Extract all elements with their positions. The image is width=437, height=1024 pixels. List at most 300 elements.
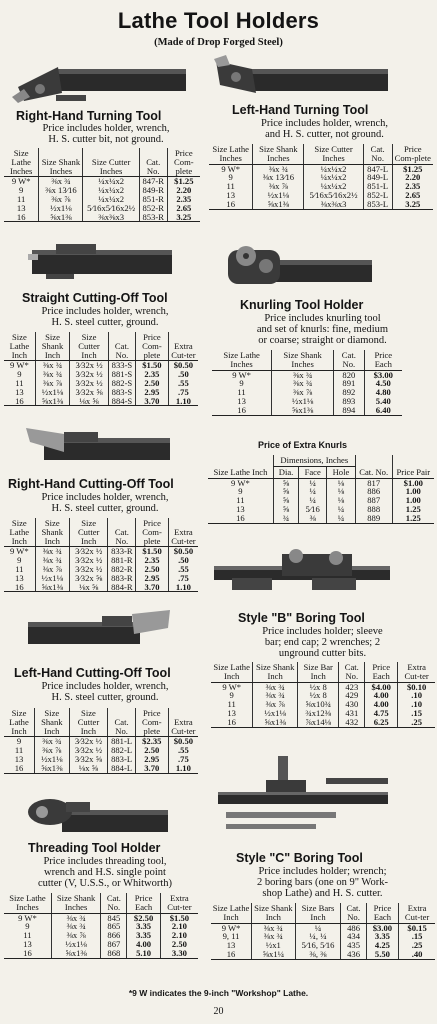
col-header: Price Each: [366, 903, 399, 923]
cell: .10: [398, 691, 435, 700]
desc-line: Price includes holder; wrench;: [258, 866, 387, 877]
cell: ¼x¼x2: [304, 164, 363, 173]
cell: 3⁄32x ½: [69, 547, 108, 556]
desc-line: 2 boring bars (one on 9" Work-: [257, 877, 388, 888]
cell: 851-L: [363, 182, 392, 191]
cell: 3⁄32x ⅝: [69, 755, 108, 764]
table-row: [211, 950, 435, 959]
cell: 882-S: [108, 379, 135, 388]
cell: 11: [23, 930, 32, 941]
cell: 16: [212, 406, 272, 415]
cell: 429: [339, 691, 365, 700]
cell: 2.50: [160, 940, 198, 949]
cell: 5.10: [127, 949, 160, 958]
cell: 13: [226, 189, 235, 200]
cell: 865: [101, 922, 127, 931]
cell: 852-L: [363, 191, 392, 200]
cell: 2.35: [392, 182, 433, 191]
cell: ¼x¼x2: [304, 182, 363, 191]
col-header: Dimensions, Inches: [273, 455, 355, 466]
cell: 3⁄32x ½: [69, 565, 108, 574]
table-row: [4, 940, 198, 949]
cell: 3.35: [127, 922, 160, 931]
table-row: [209, 200, 433, 209]
cell: $2.35: [135, 737, 168, 746]
cell: ¼, ¼: [295, 932, 341, 941]
cell: 3⁄32x ⅝: [69, 574, 108, 583]
cell: ⅜x ¾: [252, 923, 295, 932]
cell: 9 W*: [231, 477, 250, 488]
cell: 4.80: [364, 388, 402, 397]
cell: ⅝x1⅜: [35, 764, 69, 773]
cell: ⅝: [273, 496, 298, 505]
cell: 6.25: [365, 718, 398, 727]
col-header: Size Lathe Inch: [211, 903, 252, 923]
cell: 9: [16, 736, 22, 747]
knurling-table: [212, 350, 402, 416]
cell: ⅛x ⅝: [69, 764, 108, 773]
cell: 2.20: [167, 186, 200, 195]
page-number: 20: [213, 1006, 224, 1017]
col-header: Size Lathe Inch: [208, 455, 273, 478]
cell: .75: [168, 574, 198, 583]
cell: ⅜x ⅞: [35, 565, 69, 574]
page-title: Lathe Tool Holders: [117, 8, 320, 33]
cell: ⅜x ¾: [253, 164, 304, 173]
col-header: Price Each: [127, 893, 160, 913]
cell: .10: [398, 700, 435, 709]
cell: 430: [339, 700, 365, 709]
cell: ⅜x ¾: [39, 177, 83, 186]
cell: 9, 11: [222, 931, 240, 942]
desc-line: Price includes holder, wrench,: [41, 492, 169, 503]
cell: 11: [227, 699, 236, 710]
cell: 2.95: [136, 388, 169, 397]
desc-line: Price includes holder, wrench,: [41, 681, 169, 692]
col-header: Size Cutter Inches: [83, 148, 139, 177]
cell: 13: [226, 940, 236, 951]
cell: ⅝: [273, 505, 298, 514]
cell: 2.65: [167, 204, 200, 213]
cell: 9: [25, 921, 30, 932]
cell: 3⁄32x ⅝: [70, 388, 109, 397]
extra-knurls-title: Price of Extra Knurls: [258, 440, 348, 450]
desc-line: and set of knurls: fine, medium: [256, 324, 389, 335]
cell: ¼: [299, 496, 327, 505]
cell: ⅜x ¾: [272, 370, 334, 379]
table-row: [4, 755, 198, 764]
right-hand-turning-tool-image: [10, 57, 190, 107]
cell: .25: [399, 941, 435, 950]
col-header: Size Cutter Inches: [304, 144, 363, 164]
cell: 11: [15, 377, 24, 388]
col-header: Cat. No.: [108, 332, 135, 361]
cell: 851-R: [139, 195, 167, 204]
extra-knurls-table: [208, 455, 434, 524]
col-header: Size Lathe Inches: [209, 144, 253, 164]
lh-turning-table: [209, 144, 433, 210]
cell: ⅝x1⅜: [253, 718, 298, 727]
straight-cutoff-title: Straight Cutting-Off Tool: [22, 291, 168, 305]
cell: 882-R: [108, 565, 136, 574]
cell: 868: [101, 949, 127, 958]
cell: 4.75: [365, 709, 398, 718]
col-header: Size Bars Inch: [295, 903, 341, 923]
cell: ¼x¼x2: [83, 177, 139, 186]
cell: ⅞x14⅛: [297, 718, 338, 727]
cell: $1.50: [136, 361, 169, 370]
cell: ⅜x ⅞: [253, 182, 304, 191]
cell: 9: [17, 555, 22, 566]
cell: ⅜x ⅞: [272, 388, 334, 397]
cell: 9 W*: [221, 922, 241, 933]
table-row: [4, 574, 198, 583]
straight-cutoff-table: [4, 332, 198, 406]
cell: 432: [339, 718, 365, 727]
cell: $0.50: [168, 547, 198, 556]
cell: ⅝: [273, 478, 298, 487]
cell: 884-S: [108, 397, 135, 406]
page-subtitle: (Made of Drop Forged Steel): [154, 37, 283, 48]
left-hand-cutoff-tool-image: [22, 608, 172, 658]
col-header: Price Com-plete: [135, 708, 168, 737]
cell: ¼x¼x2: [83, 186, 139, 195]
cell: 16: [4, 583, 35, 592]
cell: 16: [4, 949, 51, 958]
desc-line: bar; end cap; 2 wrenches; 2: [264, 637, 381, 648]
cell: 13: [236, 503, 245, 514]
cell: ⅜x ¾: [253, 691, 298, 700]
cell: 894: [334, 406, 364, 415]
knurling-tool-image: [224, 238, 374, 294]
cell: 3.70: [136, 397, 169, 406]
cell: 884-L: [108, 764, 135, 773]
cell: ¼: [327, 505, 356, 514]
cell: 883-S: [108, 388, 135, 397]
col-header: Size Shank Inch: [35, 518, 69, 547]
col-header: Cat. No.: [108, 708, 135, 737]
table-row: [4, 931, 198, 940]
threading-description: [0, 856, 210, 889]
cell: 3⁄32x ½: [69, 746, 108, 755]
cell: ⅝x1⅜: [35, 583, 69, 592]
cell: 16: [4, 213, 39, 222]
cell: 2.20: [392, 173, 433, 182]
cell: .55: [168, 379, 198, 388]
table-row: [4, 922, 198, 931]
cell: 1.25: [392, 505, 434, 514]
lh-turning-description: [212, 118, 437, 140]
desc-line: wrench and H.S. single point: [44, 867, 166, 878]
table-row: [4, 583, 198, 592]
cell: .75: [168, 755, 198, 764]
cell: 11: [237, 387, 246, 398]
cell: ⅜x ¾: [35, 361, 69, 370]
cell: 13: [23, 938, 32, 949]
col-header: Cat. No.: [101, 893, 127, 913]
desc-line: Price includes holder, wrench,: [261, 118, 388, 129]
cell: 9: [239, 378, 244, 389]
cell: 2.10: [160, 922, 198, 931]
col-header: Price Com-plete: [136, 518, 169, 547]
cell: 892: [334, 388, 364, 397]
cell: ⅜x ¾: [35, 547, 69, 556]
cell: $0.10: [398, 682, 435, 691]
desc-line: Price includes knurling tool: [264, 313, 381, 324]
cell: 1.25: [392, 514, 434, 523]
cell: 435: [341, 941, 366, 950]
cell: $1.50: [160, 913, 198, 922]
straight-cutoff-description: [0, 306, 210, 328]
cell: 11: [226, 181, 235, 192]
cell: 9 W*: [9, 546, 29, 557]
cell: 3⁄32x ½: [70, 379, 109, 388]
cell: ¼: [327, 514, 356, 523]
cell: ¼: [299, 478, 327, 487]
col-header: Extra Cut-ter: [168, 708, 198, 737]
cell: 9: [238, 486, 243, 497]
cell: 833-R: [108, 547, 136, 556]
style-c-boring-table: [211, 903, 435, 960]
cell: 11: [15, 563, 24, 574]
cell: 13: [237, 395, 246, 406]
desc-line: shop Lathe) and H. S. cutter.: [262, 888, 383, 899]
cell: $1.25: [392, 164, 433, 173]
col-header: Cat. No.: [139, 148, 167, 177]
col-header: Size Shank Inch: [35, 332, 69, 361]
desc-line: cutter (V, U.S.S., or Whitworth): [37, 878, 173, 889]
cell: $0.15: [399, 923, 435, 932]
cell: 1.10: [168, 397, 198, 406]
cell: 16: [209, 200, 253, 209]
cell: .15: [398, 709, 435, 718]
col-header: Size Lathe Inches: [4, 148, 39, 177]
cell: ⅝x1⅜: [35, 397, 69, 406]
cell: 9: [229, 690, 234, 701]
cell: $0.50: [168, 361, 198, 370]
cell: 5.40: [364, 397, 402, 406]
cell: .55: [168, 746, 198, 755]
cell: 2.35: [136, 556, 169, 565]
cell: ½x 8: [297, 691, 338, 700]
cell: 884-R: [108, 583, 136, 592]
cell: 849-R: [139, 186, 167, 195]
cell: ⅜x ¾: [35, 556, 69, 565]
cell: 2.65: [392, 191, 433, 200]
cell: 5⁄16x5⁄16x2½: [304, 191, 363, 200]
lh-cutoff-table: [4, 708, 198, 774]
cell: ⅜, ⅜: [295, 950, 341, 959]
cell: ½x 8: [297, 682, 338, 691]
table-row: [4, 213, 200, 222]
cell: 2.50: [135, 746, 168, 755]
desc-line: Price includes holder; sleeve: [262, 626, 383, 637]
cell: ⅜x ¾: [35, 737, 69, 746]
cell: .50: [168, 556, 198, 565]
rh-turning-title: Right-Hand Turning Tool: [16, 109, 162, 123]
cell: 845: [101, 913, 127, 922]
cell: ⅛x ⅝: [69, 583, 108, 592]
rh-turning-table: [4, 148, 200, 222]
col-header: Extra Cut-ter: [398, 662, 435, 682]
table-row: [4, 949, 198, 958]
cell: 883-L: [108, 755, 135, 764]
cell: 2.95: [135, 755, 168, 764]
cell: 3⁄32x ½: [70, 361, 109, 370]
cell: 5⁄16x5⁄16x2½: [83, 204, 139, 213]
col-header: Size Lathe Inch: [4, 332, 35, 361]
style-c-boring-description: [208, 866, 437, 899]
cell: ⅜x ¾: [253, 682, 298, 691]
left-hand-turning-tool-image: [212, 55, 392, 105]
desc-line: or coarse; straight or diamond.: [258, 335, 387, 346]
col-header: Dia.: [273, 466, 298, 478]
cell: ⅝x1⅜: [272, 406, 334, 415]
cell: ⅝x1¼: [252, 950, 295, 959]
cell: 11: [236, 495, 245, 506]
cell: ⅛: [327, 496, 356, 505]
cell: ¾: [273, 514, 298, 523]
desc-line: Price includes holder, wrench,: [42, 123, 170, 134]
col-header: Size Shank Inch: [252, 903, 295, 923]
cell: 853-L: [363, 200, 392, 209]
cell: 849-L: [363, 173, 392, 182]
cell: 16: [208, 514, 273, 523]
desc-line: Price includes holder, wrench,: [41, 306, 169, 317]
cell: 889: [355, 514, 392, 523]
cell: 4.25: [366, 941, 399, 950]
cell: ⅝x1⅜: [39, 213, 83, 222]
cell: 833-S: [108, 361, 135, 370]
knurling-description: [208, 313, 437, 346]
cell: ⅜x ¾: [252, 932, 295, 941]
cell: ⅜x ⅞: [253, 700, 298, 709]
cell: 4.00: [365, 700, 398, 709]
cell: $1.50: [136, 547, 169, 556]
cell: 3.30: [160, 949, 198, 958]
col-header: Price Each: [365, 662, 398, 682]
cell: 11: [17, 193, 26, 204]
col-header: Hole: [327, 466, 356, 478]
cell: .75: [168, 388, 198, 397]
cell: ⅝x10¾: [297, 700, 338, 709]
style-b-boring-title: Style "B" Boring Tool: [238, 611, 365, 625]
cell: .15: [399, 932, 435, 941]
lh-turning-title: Left-Hand Turning Tool: [232, 103, 369, 117]
cell: 9 W*: [221, 163, 241, 174]
cell: 881-S: [108, 370, 135, 379]
cell: 847-L: [363, 164, 392, 173]
cell: ⅜x⅜x3: [83, 213, 139, 222]
cell: 13: [16, 202, 26, 213]
cell: ⅜x ⅞: [51, 931, 100, 940]
cell: 3⁄32x ½: [69, 556, 108, 565]
desc-line: H. S. steel cutter, ground.: [51, 503, 159, 514]
cell: ½x1⅛: [39, 204, 83, 213]
desc-line: H. S. steel cutter, ground.: [51, 317, 159, 328]
col-header: Price Com-plete: [136, 332, 169, 361]
col-header: Size Lathe Inches: [4, 893, 51, 913]
col-header: Cat. No.: [339, 662, 365, 682]
cell: 486: [341, 923, 366, 932]
cell: ⅝: [273, 487, 298, 496]
desc-line: unground cutter bits.: [278, 648, 367, 659]
cell: 847-R: [139, 177, 167, 186]
cell: 431: [339, 709, 365, 718]
cell: 882-L: [108, 746, 135, 755]
table-row: [4, 388, 198, 397]
cell: 9 W*: [18, 912, 37, 923]
cell: ½x1⅛: [35, 388, 69, 397]
cell: 16: [211, 718, 253, 727]
cell: 852-R: [139, 204, 167, 213]
cell: 888: [355, 505, 392, 514]
desc-line: H. S. steel cutter, ground.: [51, 692, 159, 703]
cell: 2.50: [136, 379, 169, 388]
cell: ⅜x ⅞: [35, 379, 69, 388]
cell: 11: [14, 745, 24, 756]
col-header: Cat. No.: [355, 455, 392, 478]
cell: 9 W*: [11, 176, 31, 187]
cell: ⅛: [327, 478, 356, 487]
cell: .50: [168, 370, 198, 379]
cell: 3.25: [392, 200, 433, 209]
threading-title: Threading Tool Holder: [28, 841, 161, 855]
col-header: Cat. No.: [363, 144, 392, 164]
col-header: Size Cutter Inch: [69, 518, 108, 547]
cell: 16: [4, 764, 35, 773]
cell: 5⁄16, 5⁄16: [295, 941, 341, 950]
cell: $4.00: [365, 682, 398, 691]
cell: ⅜x ¾: [272, 379, 334, 388]
cell: 4.00: [365, 691, 398, 700]
col-header: Price Com-plete: [392, 144, 433, 164]
table-row: [4, 764, 198, 773]
footnote: *9 W indicates the 9-inch "Workshop" Lathe.: [128, 988, 309, 998]
cell: 13: [15, 386, 24, 397]
cell: 3.25: [167, 213, 200, 222]
cell: 1.00: [392, 496, 434, 505]
cell: ⅜x ⅞: [39, 195, 83, 204]
cell: 6.40: [364, 406, 402, 415]
cell: 883-R: [108, 574, 136, 583]
cell: ½x1: [252, 941, 295, 950]
cell: 3.35: [127, 931, 160, 940]
cell: 853-R: [139, 213, 167, 222]
cell: 886: [355, 487, 392, 496]
cell: 13: [15, 572, 24, 583]
col-header: Size Shank Inches: [253, 144, 304, 164]
cell: 9 W*: [232, 369, 251, 380]
cell: ¼x¼x2: [304, 173, 363, 182]
cell: ¼: [295, 923, 341, 932]
cell: 16: [211, 950, 252, 959]
col-header: Size Lathe Inches: [212, 350, 272, 370]
cell: 3.35: [366, 932, 399, 941]
style-c-boring-title: Style "C" Boring Tool: [236, 851, 363, 865]
cell: $3.00: [366, 923, 399, 932]
cell: 13: [14, 753, 24, 764]
cell: ¾x12⅜: [297, 709, 338, 718]
cell: 434: [341, 932, 366, 941]
cell: ¼x¼x2: [83, 195, 139, 204]
cell: ⅝x1⅜: [253, 200, 304, 209]
cell: 881-R: [108, 556, 136, 565]
straight-cutoff-tool-image: [26, 240, 176, 284]
lh-cutoff-description: [0, 681, 210, 703]
col-header: Size Lathe Inch: [4, 708, 35, 737]
cell: 436: [341, 950, 366, 959]
